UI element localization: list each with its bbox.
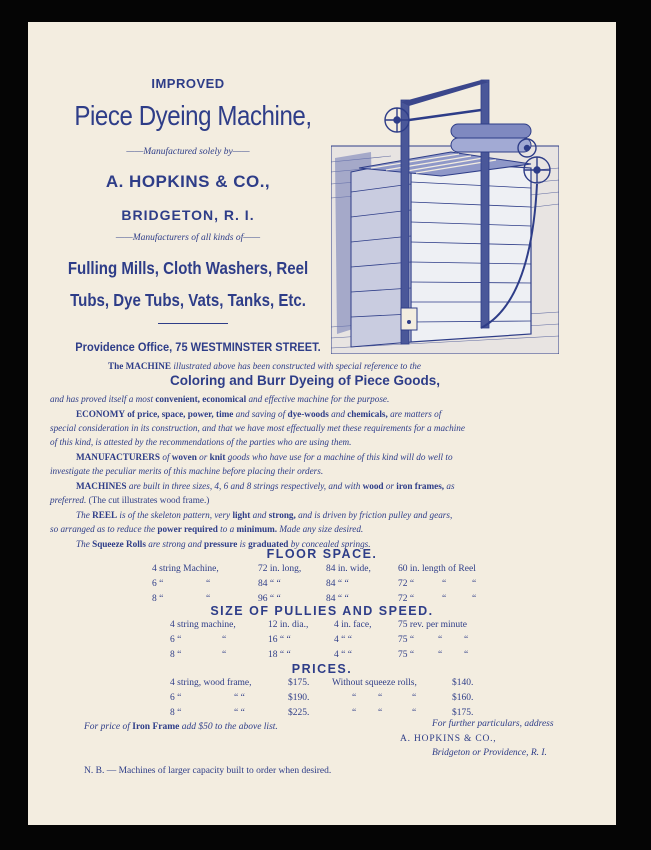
table-cell: 72 “: [398, 579, 415, 589]
table-cell: “: [438, 650, 443, 660]
table-cell: “: [472, 579, 477, 589]
p3-b: woven: [171, 452, 197, 462]
table-cell: $175.: [452, 708, 474, 718]
products-line-1: Fulling Mills, Cloth Washers, Reel: [67, 258, 309, 278]
p4-line1: [76, 481, 455, 491]
table-cell: 12 in. dia.,: [268, 620, 309, 630]
p6-d: is: [239, 539, 246, 549]
p4-b: wood: [362, 481, 384, 491]
p5-a: The: [76, 510, 90, 520]
p3-a: of: [162, 452, 170, 462]
table-cell: “: [222, 635, 227, 645]
p1-c: and effective machine for the purpose.: [248, 394, 390, 404]
nb-note: N. B. — Machines of larger capacity built to order when desired.: [84, 766, 332, 776]
particulars-label: For further particulars, address: [432, 719, 554, 729]
company-location: BRIDGETON, R. I.: [121, 207, 255, 223]
table-cell: “: [378, 708, 383, 718]
machine-lead: The MACHINE: [108, 361, 172, 371]
p3-c: or: [199, 452, 208, 462]
p2-line3: of this kind, is attested by the recommendations of the parties who are using them.: [50, 437, 352, 447]
iron-b: Iron Frame: [132, 722, 180, 732]
p1-rest: illustrated above has been constructed with special reference to the: [173, 361, 421, 371]
p4-note: (The cut illustrates wood frame.): [88, 495, 210, 505]
iron-c: add $50 to the above list.: [181, 722, 278, 732]
p5-line1: [76, 510, 452, 520]
table-cell: “ “: [234, 693, 245, 703]
p4-a: are built in three sizes, 4, 6 and 8 strings respectively, and with: [128, 481, 361, 491]
table-cell: 84 in. wide,: [326, 564, 371, 574]
p5-line2: [50, 524, 363, 534]
table-cell: “: [442, 579, 447, 589]
p4-preferred: preferred.: [50, 495, 87, 505]
manufacturers-of-label: ——Manufacturers of all kinds of——: [115, 233, 261, 243]
table-cell: “: [206, 594, 211, 604]
p2-line1: [76, 409, 441, 419]
p6-e: graduated: [248, 539, 289, 549]
table-cell: 8 “: [170, 650, 182, 660]
flyer-sheet: [28, 22, 616, 825]
p3-line1: [76, 452, 453, 462]
p5-j: minimum.: [236, 524, 278, 534]
economy-lead: ECONOMY: [76, 409, 125, 419]
table-cell: 72 in. long,: [258, 564, 302, 574]
page-title: Piece Dyeing Machine,: [74, 100, 312, 131]
table-cell: 84 “ “: [326, 594, 349, 604]
table-cell: “: [352, 708, 357, 718]
table-cell: “: [222, 650, 227, 660]
p6-c: pressure: [203, 539, 238, 549]
table-cell: “: [352, 693, 357, 703]
iron-a: For price of: [84, 722, 130, 732]
p4-d: iron frames,: [396, 481, 445, 491]
p1-b: convenient, economical: [155, 394, 247, 404]
table-cell: “: [206, 579, 211, 589]
table-cell: 4 string Machine,: [152, 564, 219, 574]
table-cell: 75 “: [398, 650, 415, 660]
table-cell: 6 “: [170, 635, 182, 645]
pullies-heading: SIZE OF PULLIES AND SPEED.: [210, 604, 434, 618]
p5-e: strong,: [268, 510, 296, 520]
table-cell: 60 in. length of Reel: [398, 564, 476, 574]
table-cell: 96 “ “: [258, 594, 281, 604]
table-cell: “: [412, 693, 417, 703]
p3-d: knit: [209, 452, 226, 462]
table-cell: $140.: [452, 678, 474, 688]
table-cell: “: [438, 635, 443, 645]
table-cell: 72 “: [398, 594, 415, 604]
p2-f: are matters of: [390, 409, 442, 419]
office-address: Providence Office, 75 WESTMINSTER STREET.: [75, 340, 321, 354]
table-cell: $190.: [288, 693, 310, 703]
table-cell: 4 “ “: [334, 635, 352, 645]
p5-g: so arranged as to reduce the: [50, 524, 156, 534]
table-cell: 18 “ “: [268, 650, 291, 660]
table-cell: 6 “: [152, 579, 164, 589]
table-cell: 8 “: [170, 708, 182, 718]
machine-illustration: [331, 72, 559, 354]
p5-k: Made any size desired.: [279, 524, 364, 534]
reel-lead: REEL: [92, 510, 118, 520]
table-cell: 4 in. face,: [334, 620, 372, 630]
company-name: A. HOPKINS & CO.,: [105, 172, 271, 191]
table-cell: 6 “: [170, 693, 182, 703]
iron-frame-note: [84, 722, 278, 732]
p2-e: chemicals,: [347, 409, 388, 419]
squeeze-lead: Squeeze Rolls: [92, 539, 146, 549]
table-cell: “ “: [234, 708, 245, 718]
manufacturers-lead: MANUFACTURERS: [76, 452, 161, 462]
header-divider: [158, 323, 228, 324]
p5-d: and: [252, 510, 267, 520]
p5-i: to a: [220, 524, 235, 534]
table-cell: 4 string, wood frame,: [170, 678, 252, 688]
p2-c: dye-woods: [287, 409, 329, 419]
manufactured-text: Manufactured solely by: [143, 147, 233, 157]
table-cell: “: [442, 594, 447, 604]
address-place: Bridgeton or Providence, R. I.: [432, 748, 547, 758]
floor-space-heading: FLOOR SPACE.: [266, 547, 378, 561]
table-cell: Without squeeze rolls,: [332, 678, 417, 688]
p1-line3: [50, 394, 389, 404]
table-cell: 8 “: [152, 594, 164, 604]
table-cell: “: [464, 635, 469, 645]
manufactured-label: ——Manufactured solely by——: [126, 147, 250, 157]
p5-h: power required: [157, 524, 218, 534]
table-cell: 84 “ “: [326, 579, 349, 589]
table-cell: “: [464, 650, 469, 660]
table-cell: “: [472, 594, 477, 604]
description-text: [50, 361, 600, 566]
p2-line2: special consideration in its construction, and that we have most effectually met these requirements for a machine: [50, 423, 465, 433]
table-cell: “: [412, 708, 417, 718]
table-cell: 16 “ “: [268, 635, 291, 645]
p4-e: as: [446, 481, 455, 491]
table-cell: $225.: [288, 708, 310, 718]
p1-a: and has proved itself a most: [50, 394, 154, 404]
p6-a: The: [76, 539, 90, 549]
p1-line1: [108, 361, 421, 371]
p2-a: of price, space, power, time: [127, 409, 234, 419]
products-line-2: Tubs, Dye Tubs, Vats, Tanks, Etc.: [70, 290, 306, 310]
table-cell: 4 “ “: [334, 650, 352, 660]
p5-f: and is driven by friction pulley and gears,: [298, 510, 453, 520]
p5-b: is of the skeleton pattern, very: [119, 510, 231, 520]
table-cell: “: [378, 693, 383, 703]
p6-b: are strong and: [148, 539, 202, 549]
table-cell: 75 “: [398, 635, 415, 645]
prices-heading: PRICES.: [291, 662, 353, 676]
table-cell: 4 string machine,: [170, 620, 236, 630]
p4-line2: [50, 495, 209, 505]
p6-f: by concealed springs.: [290, 539, 371, 549]
p3-line2: investigate the peculiar merits of this machine before placing their orders.: [50, 466, 324, 476]
manufacturers-of-text: Manufacturers of all kinds of: [132, 233, 244, 243]
table-cell: 84 “ “: [258, 579, 281, 589]
p2-d: and: [331, 409, 345, 419]
p4-c: or: [385, 481, 394, 491]
table-cell: $175.: [288, 678, 310, 688]
table-cell: $160.: [452, 693, 474, 703]
address-name: A. HOPKINS & CO.,: [400, 734, 497, 744]
p3-e: goods who have use for a machine of this kind will do well to: [227, 452, 453, 462]
improved-label: IMPROVED: [151, 76, 225, 91]
table-cell: 75 rev. per minute: [398, 620, 468, 630]
machines-lead: MACHINES: [76, 481, 127, 491]
p5-c: light: [232, 510, 251, 520]
p1-big: Coloring and Burr Dyeing of Piece Goods,: [169, 373, 441, 388]
p2-b: and saving of: [235, 409, 286, 419]
